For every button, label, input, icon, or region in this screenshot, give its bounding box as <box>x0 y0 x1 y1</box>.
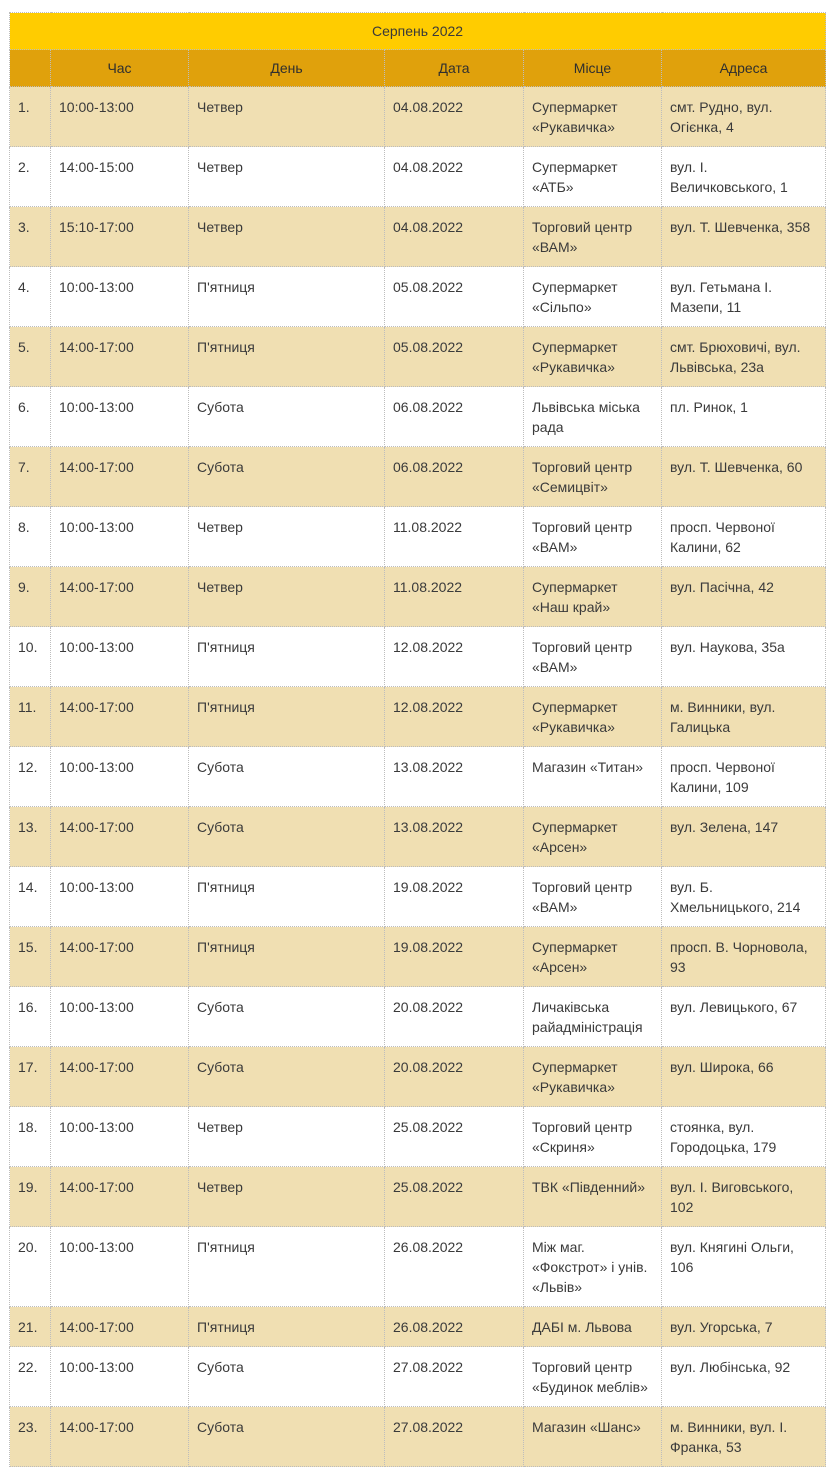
cell-place: Торговий центр «Семицвіт» <box>524 447 662 507</box>
cell-time: 10:00-13:00 <box>51 87 189 147</box>
cell-date: 11.08.2022 <box>385 507 524 567</box>
table-title-row <box>10 13 826 50</box>
cell-number: 3. <box>10 207 51 267</box>
cell-number: 16. <box>10 987 51 1047</box>
cell-address: вул. Широка, 66 <box>662 1047 826 1107</box>
table-row <box>10 1167 826 1227</box>
cell-date: 20.08.2022 <box>385 987 524 1047</box>
cell-day: Субота <box>189 447 385 507</box>
cell-date: 12.08.2022 <box>385 687 524 747</box>
cell-place: Супермаркет «Рукавичка» <box>524 1047 662 1107</box>
cell-day: Субота <box>189 987 385 1047</box>
cell-number: 19. <box>10 1167 51 1227</box>
cell-address: вул. Зелена, 147 <box>662 807 826 867</box>
cell-address: вул. Б. Хмельницького, 214 <box>662 867 826 927</box>
cell-number: 8. <box>10 507 51 567</box>
cell-day: Субота <box>189 807 385 867</box>
cell-time: 10:00-13:00 <box>51 1107 189 1167</box>
cell-number: 10. <box>10 627 51 687</box>
header-address: Адреса <box>662 50 826 87</box>
cell-place: Личаківська райадміністрація <box>524 987 662 1047</box>
table-row <box>10 927 826 987</box>
cell-address: смт. Рудно, вул. Огієнка, 4 <box>662 87 826 147</box>
cell-place: Супермаркет «Сільпо» <box>524 267 662 327</box>
cell-place: Торговий центр «ВАМ» <box>524 207 662 267</box>
cell-number: 7. <box>10 447 51 507</box>
cell-place: Торговий центр «Будинок меблів» <box>524 1347 662 1407</box>
cell-date: 11.08.2022 <box>385 567 524 627</box>
cell-day: Субота <box>189 1407 385 1467</box>
header-date: Дата <box>385 50 524 87</box>
cell-day: П'ятниця <box>189 327 385 387</box>
table-row <box>10 267 826 327</box>
table-row <box>10 567 826 627</box>
cell-day: Четвер <box>189 507 385 567</box>
cell-day: П'ятниця <box>189 627 385 687</box>
cell-date: 12.08.2022 <box>385 627 524 687</box>
cell-place: ДАБІ м. Львова <box>524 1307 662 1347</box>
header-time: Час <box>51 50 189 87</box>
schedule-container <box>9 12 825 1467</box>
cell-time: 14:00-15:00 <box>51 147 189 207</box>
cell-time: 14:00-17:00 <box>51 327 189 387</box>
cell-date: 06.08.2022 <box>385 447 524 507</box>
schedule-table <box>9 12 826 1467</box>
cell-day: Четвер <box>189 567 385 627</box>
cell-date: 20.08.2022 <box>385 1047 524 1107</box>
table-row <box>10 1407 826 1467</box>
cell-number: 21. <box>10 1307 51 1347</box>
cell-date: 19.08.2022 <box>385 927 524 987</box>
table-row <box>10 327 826 387</box>
table-row <box>10 1047 826 1107</box>
cell-place: Магазин «Титан» <box>524 747 662 807</box>
cell-date: 26.08.2022 <box>385 1307 524 1347</box>
cell-number: 15. <box>10 927 51 987</box>
cell-date: 27.08.2022 <box>385 1407 524 1467</box>
cell-day: Субота <box>189 1047 385 1107</box>
cell-time: 14:00-17:00 <box>51 1407 189 1467</box>
cell-address: вул. Гетьмана І. Мазепи, 11 <box>662 267 826 327</box>
cell-place: Торговий центр «ВАМ» <box>524 867 662 927</box>
table-row <box>10 507 826 567</box>
table-row <box>10 147 826 207</box>
cell-address: стоянка, вул. Городоцька, 179 <box>662 1107 826 1167</box>
cell-day: П'ятниця <box>189 927 385 987</box>
cell-date: 04.08.2022 <box>385 207 524 267</box>
table-row <box>10 987 826 1047</box>
table-row <box>10 1347 826 1407</box>
cell-number: 2. <box>10 147 51 207</box>
cell-address: м. Винники, вул. І. Франка, 53 <box>662 1407 826 1467</box>
table-row <box>10 867 826 927</box>
table-row <box>10 807 826 867</box>
cell-number: 22. <box>10 1347 51 1407</box>
cell-time: 14:00-17:00 <box>51 447 189 507</box>
cell-number: 4. <box>10 267 51 327</box>
cell-address: просп. Червоної Калини, 62 <box>662 507 826 567</box>
cell-time: 14:00-17:00 <box>51 567 189 627</box>
table-row <box>10 1307 826 1347</box>
header-place: Місце <box>524 50 662 87</box>
table-row <box>10 1227 826 1307</box>
cell-date: 19.08.2022 <box>385 867 524 927</box>
cell-time: 14:00-17:00 <box>51 1167 189 1227</box>
cell-place: Супермаркет «Рукавичка» <box>524 327 662 387</box>
cell-time: 14:00-17:00 <box>51 687 189 747</box>
cell-address: вул. Угорська, 7 <box>662 1307 826 1347</box>
cell-date: 04.08.2022 <box>385 147 524 207</box>
cell-date: 04.08.2022 <box>385 87 524 147</box>
cell-number: 14. <box>10 867 51 927</box>
cell-place: Супермаркет «Арсен» <box>524 927 662 987</box>
cell-number: 23. <box>10 1407 51 1467</box>
cell-place: ТВК «Південний» <box>524 1167 662 1227</box>
cell-place: Супермаркет «Рукавичка» <box>524 687 662 747</box>
cell-day: П'ятниця <box>189 687 385 747</box>
cell-number: 11. <box>10 687 51 747</box>
cell-place: Торговий центр «Скриня» <box>524 1107 662 1167</box>
cell-address: вул. Пасічна, 42 <box>662 567 826 627</box>
table-row <box>10 207 826 267</box>
table-body <box>10 87 826 1467</box>
cell-address: м. Винники, вул. Галицька <box>662 687 826 747</box>
cell-number: 12. <box>10 747 51 807</box>
cell-day: П'ятниця <box>189 1307 385 1347</box>
cell-number: 5. <box>10 327 51 387</box>
cell-place: Львівська міська рада <box>524 387 662 447</box>
cell-date: 05.08.2022 <box>385 267 524 327</box>
cell-address: просп. В. Чорновола, 93 <box>662 927 826 987</box>
cell-time: 10:00-13:00 <box>51 387 189 447</box>
cell-time: 14:00-17:00 <box>51 1307 189 1347</box>
cell-date: 05.08.2022 <box>385 327 524 387</box>
cell-address: вул. Любінська, 92 <box>662 1347 826 1407</box>
cell-time: 14:00-17:00 <box>51 927 189 987</box>
cell-day: Субота <box>189 1347 385 1407</box>
cell-day: П'ятниця <box>189 267 385 327</box>
cell-number: 20. <box>10 1227 51 1307</box>
cell-time: 10:00-13:00 <box>51 267 189 327</box>
cell-time: 10:00-13:00 <box>51 987 189 1047</box>
table-row <box>10 747 826 807</box>
cell-address: просп. Червоної Калини, 109 <box>662 747 826 807</box>
cell-place: Супермаркет «Арсен» <box>524 807 662 867</box>
cell-day: Четвер <box>189 147 385 207</box>
cell-day: Субота <box>189 387 385 447</box>
cell-number: 13. <box>10 807 51 867</box>
cell-date: 26.08.2022 <box>385 1227 524 1307</box>
table-row <box>10 387 826 447</box>
cell-day: П'ятниця <box>189 867 385 927</box>
table-row <box>10 87 826 147</box>
cell-time: 10:00-13:00 <box>51 747 189 807</box>
cell-address: вул. І. Виговського, 102 <box>662 1167 826 1227</box>
cell-time: 14:00-17:00 <box>51 1047 189 1107</box>
cell-day: Четвер <box>189 1107 385 1167</box>
cell-date: 13.08.2022 <box>385 747 524 807</box>
cell-address: вул. Наукова, 35а <box>662 627 826 687</box>
cell-number: 1. <box>10 87 51 147</box>
cell-time: 10:00-13:00 <box>51 507 189 567</box>
cell-place: Торговий центр «ВАМ» <box>524 627 662 687</box>
cell-time: 10:00-13:00 <box>51 1347 189 1407</box>
cell-date: 27.08.2022 <box>385 1347 524 1407</box>
cell-place: Супермаркет «АТБ» <box>524 147 662 207</box>
cell-number: 17. <box>10 1047 51 1107</box>
cell-day: Четвер <box>189 207 385 267</box>
cell-time: 14:00-17:00 <box>51 807 189 867</box>
cell-number: 18. <box>10 1107 51 1167</box>
cell-time: 10:00-13:00 <box>51 867 189 927</box>
cell-date: 13.08.2022 <box>385 807 524 867</box>
cell-date: 25.08.2022 <box>385 1107 524 1167</box>
cell-day: Субота <box>189 747 385 807</box>
cell-address: вул. Т. Шевченка, 358 <box>662 207 826 267</box>
table-header-row <box>10 50 826 87</box>
cell-address: пл. Ринок, 1 <box>662 387 826 447</box>
table-title: Серпень 2022 <box>10 13 826 50</box>
cell-day: Четвер <box>189 1167 385 1227</box>
cell-address: вул. Княгині Ольги, 106 <box>662 1227 826 1307</box>
cell-place: Супермаркет «Наш край» <box>524 567 662 627</box>
table-row <box>10 447 826 507</box>
cell-day: Четвер <box>189 87 385 147</box>
cell-place: Магазин «Шанс» <box>524 1407 662 1467</box>
cell-place: Між маг. «Фокстрот» і унів. «Львів» <box>524 1227 662 1307</box>
cell-time: 10:00-13:00 <box>51 1227 189 1307</box>
header-number <box>10 50 51 87</box>
header-day: День <box>189 50 385 87</box>
cell-time: 15:10-17:00 <box>51 207 189 267</box>
cell-time: 10:00-13:00 <box>51 627 189 687</box>
cell-place: Супермаркет «Рукавичка» <box>524 87 662 147</box>
table-row <box>10 687 826 747</box>
table-row <box>10 627 826 687</box>
cell-address: смт. Брюховичі, вул. Львівська, 23а <box>662 327 826 387</box>
cell-number: 6. <box>10 387 51 447</box>
cell-date: 25.08.2022 <box>385 1167 524 1227</box>
cell-address: вул. І. Величковського, 1 <box>662 147 826 207</box>
cell-date: 06.08.2022 <box>385 387 524 447</box>
cell-place: Торговий центр «ВАМ» <box>524 507 662 567</box>
cell-number: 9. <box>10 567 51 627</box>
cell-address: вул. Левицького, 67 <box>662 987 826 1047</box>
table-row <box>10 1107 826 1167</box>
cell-day: П'ятниця <box>189 1227 385 1307</box>
cell-address: вул. Т. Шевченка, 60 <box>662 447 826 507</box>
